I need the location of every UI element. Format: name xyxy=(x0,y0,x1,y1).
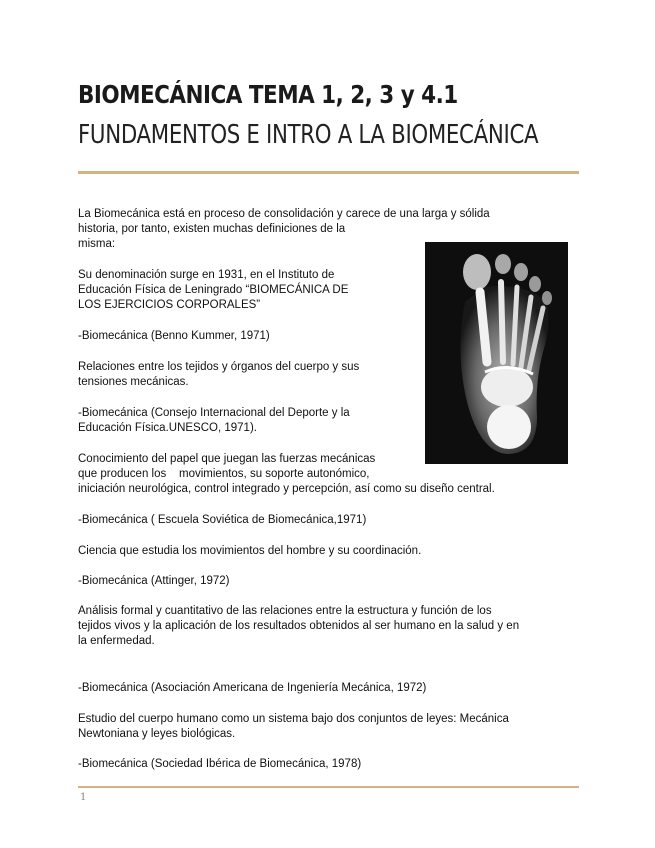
origin-line-1: Su denominación surge en 1931, en el Instituto de xyxy=(78,269,335,281)
definition-heading-soviet: -Biomecánica ( Escuela Soviética de Biomecánica,1971) xyxy=(78,514,367,526)
intro-line-1: La Biomecánica está en proceso de consolidación y carece de una larga y sólida xyxy=(78,208,490,220)
definition-kummer: Relaciones entre los tejidos y órganos del cuerpo y sus tensiones mecánicas. xyxy=(78,361,360,388)
definition-heading-iberica: -Biomecánica (Sociedad Ibérica de Biomecánica, 1978) xyxy=(78,758,362,770)
xray-foot-image xyxy=(425,242,568,464)
origin-paragraph xyxy=(78,268,418,313)
intro-paragraph xyxy=(78,207,578,252)
intro-line-3: misma: xyxy=(78,238,116,250)
definition-heading-attinger: -Biomecánica (Attinger, 1972) xyxy=(78,575,230,587)
page-number: 1 xyxy=(80,792,87,803)
origin-line-2: Educación Física de Leningrado “BIOMECÁNICA DE xyxy=(78,284,349,296)
document-subtitle: FUNDAMENTOS E INTRO A LA BIOMECÁNICA xyxy=(78,120,539,150)
footer-divider xyxy=(78,786,579,788)
intro-line-2: historia, por tanto, existen muchas definiciones de la xyxy=(78,223,346,235)
origin-line-3: LOS EJERCICIOS CORPORALES” xyxy=(78,299,261,311)
definition-soviet: Ciencia que estudia los movimientos del hombre y su coordinación. xyxy=(78,545,422,557)
document-title: BIOMECÁNICA TEMA 1, 2, 3 y 4.1 xyxy=(78,80,458,109)
definition-unesco: Conocimiento del papel que juegan las fuerzas mecánicas que producen los movimientos, su soporte autonómico, iniciación neurológica, control integrado y percepción, así como su diseño central. xyxy=(78,453,495,495)
definition-asme: Estudio del cuerpo humano como un sistema bajo dos conjuntos de leyes: Mecánica Newtoniana y leyes biológicas. xyxy=(78,713,509,740)
title-divider xyxy=(78,171,579,174)
definition-heading-kummer: -Biomecánica (Benno Kummer, 1971) xyxy=(78,330,270,342)
definition-attinger: Análisis formal y cuantitativo de las relaciones entre la estructura y función de los tejidos vivos y la aplicación de los resultados obtenidos al ser humano en la salud y en la enfermedad. xyxy=(78,605,520,647)
definition-heading-unesco: -Biomecánica (Consejo Internacional del Deporte y la Educación Física.UNESCO, 1971). xyxy=(78,407,350,434)
definition-heading-asme: -Biomecánica (Asociación Americana de Ingeniería Mecánica, 1972) xyxy=(78,682,427,694)
